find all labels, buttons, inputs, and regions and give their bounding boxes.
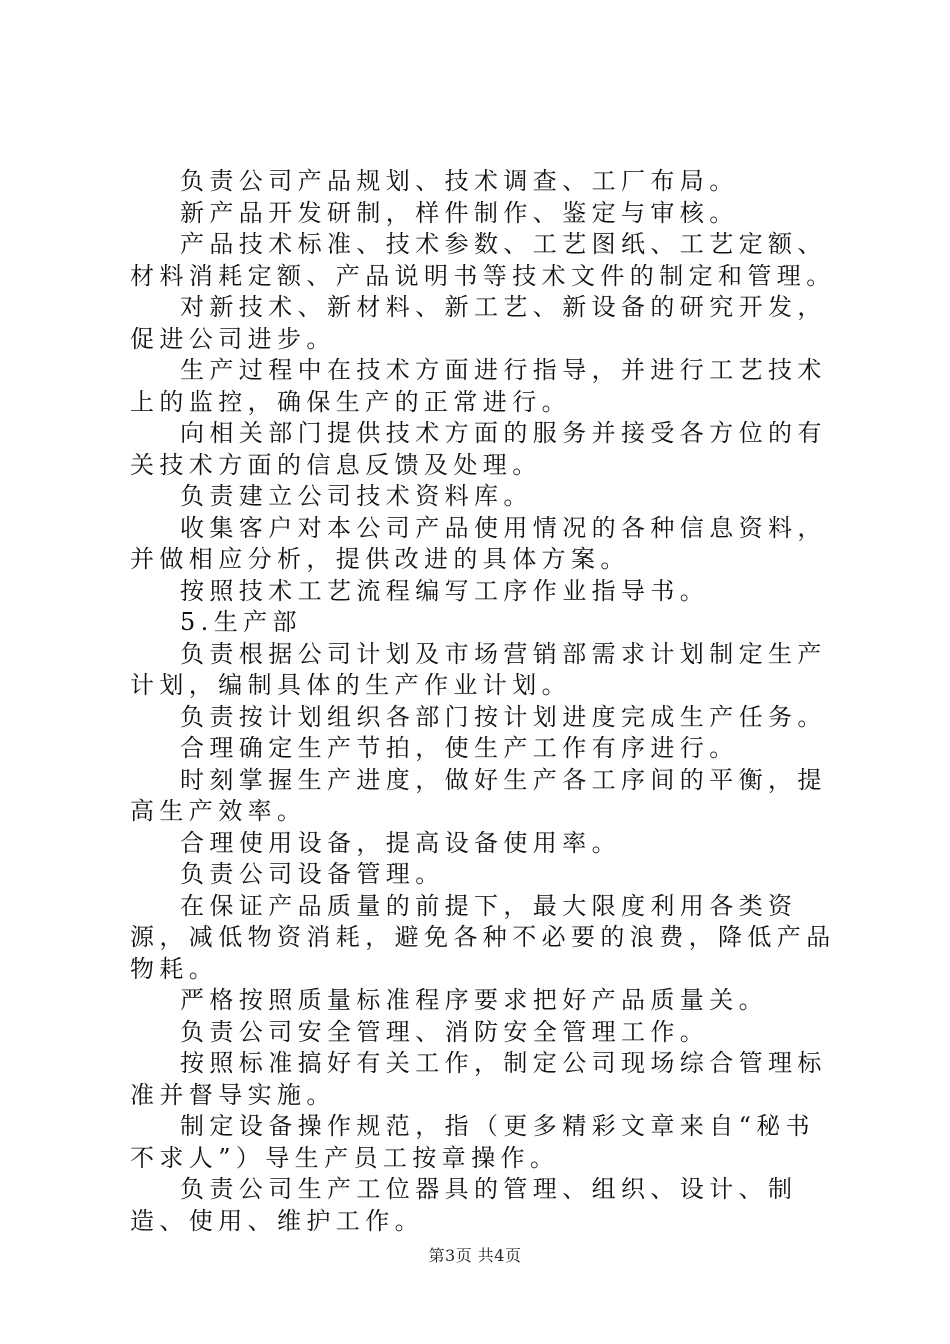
document-body <box>130 166 840 1237</box>
paragraph-4: 对新技术、新材料、新工艺、新设备的研究开发，促进公司进步。 <box>130 293 827 353</box>
paragraph-14: 时刻掌握生产进度，做好生产各工序间的平衡，提高生产效率。 <box>130 765 827 825</box>
paragraph-19: 负责公司安全管理、消防安全管理工作。 <box>180 1017 710 1046</box>
paragraph-15: 合理使用设备，提高设备使用率。 <box>180 828 621 857</box>
paragraph-16: 负责公司设备管理。 <box>180 860 445 888</box>
paragraph-21: 制定设备操作规范，指（更多精彩文章来自“秘书不求人”）导生产员工按章操作。 <box>130 1112 816 1172</box>
section-heading-production: 5.生产部 <box>180 608 302 636</box>
paragraph-3: 产品技术标准、技术参数、工艺图纸、工艺定额、材料消耗定额、产品说明书等技术文件的制定和管理。 <box>130 230 836 290</box>
paragraph-5: 生产过程中在技术方面进行指导，并进行工艺技术上的监控，确保生产的正常进行。 <box>130 356 827 416</box>
paragraph-11: 负责根据公司计划及市场营销部需求计划制定生产计划，编制具体的生产作业计划。 <box>130 639 827 699</box>
paragraph-18: 严格按照质量标准程序要求把好产品质量关。 <box>180 986 768 1014</box>
paragraph-22: 负责公司生产工位器具的管理、组织、设计、制造、使用、维护工作。 <box>130 1175 798 1235</box>
paragraph-12: 负责按计划组织各部门按计划进度完成生产任务。 <box>180 702 827 731</box>
paragraph-20: 按照标准搞好有关工作，制定公司现场综合管理标准并督导实施。 <box>130 1049 827 1109</box>
page-number-footer: 第3页 共4页 <box>428 1246 522 1265</box>
paragraph-1: 负责公司产品规划、技术调查、工厂布局。 <box>180 167 739 195</box>
paragraph-8: 收集客户对本公司产品使用情况的各种信息资料，并做相应分析，提供改进的具体方案。 <box>130 513 827 573</box>
paragraph-7: 负责建立公司技术资料库。 <box>180 482 533 510</box>
paragraph-6: 向相关部门提供技术方面的服务并接受各方位的有关技术方面的信息反馈及处理。 <box>130 419 827 479</box>
paragraph-17: 在保证产品质量的前提下，最大限度利用各类资源，减低物资消耗，避免各种不必要的浪费，降低产品物耗。 <box>130 891 836 983</box>
paragraph-2: 新产品开发研制，样件制作、鉴定与审核。 <box>180 198 739 227</box>
paragraph-9: 按照技术工艺流程编写工序作业指导书。 <box>180 576 710 605</box>
paragraph-13: 合理确定生产节拍，使生产工作有序进行。 <box>180 734 739 762</box>
